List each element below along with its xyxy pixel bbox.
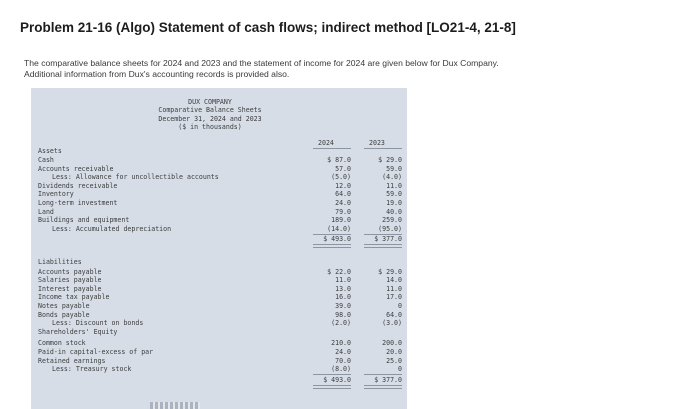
line-item-value-2024: 11.0 <box>335 276 351 285</box>
double-rule-assets-2024 <box>313 244 351 248</box>
double-rule-le-2024 <box>313 385 351 389</box>
line-item-value-2023: 259.0 <box>382 216 402 225</box>
line-item-value-2024: (2.0) <box>331 319 351 328</box>
double-rule-le-2023 <box>364 385 402 389</box>
line-item-value-2023: 25.0 <box>386 356 402 365</box>
line-item-value-2024: 16.0 <box>335 293 351 302</box>
line-item-value-2024: 24.0 <box>335 199 351 207</box>
line-item-value-2023: 0 <box>398 365 402 374</box>
line-item-value-2024: 12.0 <box>335 181 351 190</box>
line-item-value-2024: 57.0 <box>335 164 351 173</box>
line-item-value-2024: 210.0 <box>331 339 351 348</box>
line-item-value-2023: $ 29.0 <box>378 267 402 276</box>
line-item-value-2024: 64.0 <box>335 190 351 199</box>
line-item-value-2023: (95.0) <box>378 224 402 233</box>
line-item-value-2023: 14.0 <box>386 276 402 285</box>
line-item-label: Cash <box>38 156 54 164</box>
line-item-value-2023: 20.0 <box>386 348 402 356</box>
equity-heading: Shareholders' Equity <box>38 327 118 336</box>
line-item-value-2023: 0 <box>398 302 402 310</box>
panel-scroll-edge <box>150 402 200 409</box>
line-item-value-2023: 40.0 <box>386 207 402 216</box>
line-item-value-2024: 24.0 <box>335 348 351 356</box>
liabilities-equity-total-2023: $ 377.0 <box>374 375 402 384</box>
rule-2023-header <box>364 148 402 149</box>
line-item-value-2023: 59.0 <box>386 164 402 173</box>
line-item-label: Less: Accumulated depreciation <box>52 224 172 233</box>
line-item-label: Dividends receivable <box>38 181 118 190</box>
line-item-value-2023: 11.0 <box>386 284 402 293</box>
line-item-value-2024: 189.0 <box>331 216 351 225</box>
intro-line-2: Additional information from Dux's accounting records is provided also. <box>24 69 290 79</box>
line-item-label: Less: Allowance for uncollectible accounts <box>52 173 219 182</box>
line-item-value-2024: $ 87.0 <box>327 156 351 164</box>
line-item-value-2023: (4.0) <box>382 173 402 182</box>
line-item-label: Inventory <box>38 190 74 199</box>
line-item-label: Salaries payable <box>38 276 102 285</box>
line-item-value-2023: 64.0 <box>386 310 402 319</box>
line-item-value-2024: (8.0) <box>331 365 351 374</box>
line-item-value-2023: 19.0 <box>386 199 402 207</box>
rule-2024-header <box>313 148 351 149</box>
problem-title: Problem 21-16 (Algo) Statement of cash flows; indirect method [LO21-4, 21-8] <box>20 20 516 35</box>
line-item-value-2023: 59.0 <box>386 190 402 199</box>
line-item-value-2024: 79.0 <box>335 207 351 216</box>
line-item-value-2024: 98.0 <box>335 310 351 319</box>
line-item-label: Paid-in capital-excess of par <box>38 348 154 356</box>
line-item-value-2023: (3.0) <box>382 319 402 328</box>
line-item-value-2023: 11.0 <box>386 181 402 190</box>
intro-line-1: The comparative balance sheets for 2024 and 2023 and the statement of income for 2024 are given below for Dux Company. <box>24 58 499 68</box>
line-item-value-2024: (14.0) <box>327 224 351 233</box>
assets-total-2023: $ 377.0 <box>374 235 402 244</box>
line-item-label: Long-term investment <box>38 199 118 207</box>
problem-intro <box>24 58 684 80</box>
line-item-value-2023: 200.0 <box>382 339 402 348</box>
line-item-label: Less: Treasury stock <box>52 365 132 374</box>
line-item-label: Buildings and equipment <box>38 216 130 225</box>
line-item-value-2024: 70.0 <box>335 356 351 365</box>
line-item-value-2024: 39.0 <box>335 302 351 310</box>
company-name: DUX COMPANY <box>188 98 232 106</box>
column-header-2023: 2023 <box>369 139 385 147</box>
line-item-label: Land <box>38 207 54 216</box>
line-item-value-2024: $ 22.0 <box>327 267 351 276</box>
liabilities-equity-total-2024: $ 493.0 <box>323 375 351 384</box>
statement-name: Comparative Balance Sheets <box>158 106 262 115</box>
line-item-label: Less: Discount on bonds <box>52 319 144 328</box>
line-item-value-2023: 17.0 <box>386 293 402 302</box>
balance-sheet-header <box>130 98 290 132</box>
line-item-value-2024: 13.0 <box>335 284 351 293</box>
line-item-label: Bonds payable <box>38 310 90 319</box>
assets-heading: Assets <box>38 147 62 155</box>
column-header-2024: 2024 <box>318 139 334 147</box>
statement-units: ($ in thousands) <box>178 123 242 132</box>
line-item-label: Interest payable <box>38 284 102 293</box>
line-item-label: Income tax payable <box>38 293 110 302</box>
line-item-label: Retained earnings <box>38 356 106 365</box>
assets-total-2024: $ 493.0 <box>323 235 351 244</box>
line-item-label: Notes payable <box>38 302 90 310</box>
line-item-label: Common stock <box>38 339 86 348</box>
statement-date: December 31, 2024 and 2023 <box>158 114 262 123</box>
line-item-label: Accounts receivable <box>38 164 114 173</box>
line-item-value-2024: (5.0) <box>331 173 351 182</box>
liabilities-heading: Liabilities <box>38 258 82 266</box>
double-rule-assets-2023 <box>364 244 402 248</box>
line-item-value-2023: $ 29.0 <box>378 156 402 164</box>
line-item-label: Accounts payable <box>38 267 102 276</box>
